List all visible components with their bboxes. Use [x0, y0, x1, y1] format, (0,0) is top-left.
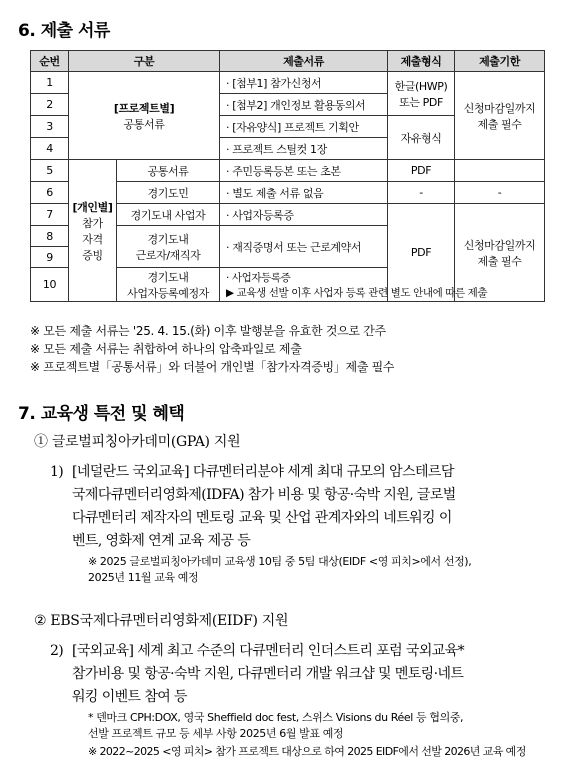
item-body	[72, 640, 464, 709]
sub-planned-line1: 경기도내	[147, 270, 189, 284]
table-row	[31, 72, 545, 94]
row-document: · 프로젝트 스틸컷 1장	[220, 138, 388, 160]
row-no: 1	[31, 72, 69, 94]
row-format: PDF	[388, 160, 455, 182]
sub-worker	[117, 226, 220, 268]
row-deadline: -	[455, 182, 545, 204]
row-subcategory: 경기도내 사업자	[117, 204, 220, 226]
row-document: · [첨부2] 개인정보 활용동의서	[220, 94, 388, 116]
item-line: 국제다큐멘터리영화제(IDFA) 참가 비용 및 항공·숙박 지원, 글로벌	[72, 487, 456, 503]
planned-doc: · 사업자등록증	[226, 271, 291, 284]
section-6-title: 6. 제출 서류	[18, 21, 110, 41]
row-no: 7	[31, 204, 69, 226]
group-project-label: [프로젝트별]	[113, 101, 175, 115]
format-hwp-line1: 한글(HWP)	[394, 79, 448, 93]
format-hwp	[388, 72, 455, 116]
note-item: ※ 2025 글로벌피칭아카데미 교육생 10팀 중 5팀 대상(EIDF <영 피치>에서 선정),	[88, 555, 472, 568]
header-deadline: 제출기한	[455, 51, 545, 72]
format-hwp-line2: 또는 PDF	[399, 95, 443, 109]
doc-worker: · 재직증명서 또는 근로계약서	[220, 226, 388, 268]
row-no: 2	[31, 94, 69, 116]
header-format: 제출형식	[388, 51, 455, 72]
benefit-1-heading: ① 글로벌피칭아카데미(GPA) 지원	[34, 434, 241, 450]
format-pdf-merged: PDF	[388, 204, 455, 302]
benefit-2-final-note: ※ 2022~2025 <영 피치> 참가 프로젝트 대상으로 하여 2025 EIDF에서 선발 2026년 교육 예정	[88, 745, 526, 758]
row-no: 5	[31, 160, 69, 182]
format-free: 자유형식	[388, 116, 455, 160]
deadline-project	[455, 72, 545, 160]
group-individual	[69, 160, 117, 302]
row-document: · [자유양식] 프로젝트 기획안	[220, 116, 388, 138]
item-number: 1)	[50, 464, 64, 480]
header-document: 제출서류	[220, 51, 388, 72]
note-item: ※ 프로젝트별「공통서류」와 더불어 개인별「참가자격증빙」제출 필수	[30, 360, 395, 374]
item-line: [네덜란드 국외교육] 다큐멘터리분야 세계 최대 규모의 암스테르담	[72, 464, 454, 480]
table-header-row	[31, 51, 545, 72]
row-no: 9	[31, 247, 69, 268]
row-document: · [첨부1] 참가신청서	[220, 72, 388, 94]
item-line: 참가비용 및 항공·숙박 지원, 다큐멘터리 개발 워크샵 및 멘토링·네트	[72, 666, 464, 682]
sub-worker-line2: 근로자/재직자	[135, 248, 201, 262]
benefit-2-heading: ② EBS국제다큐멘터리영화제(EIDF) 지원	[34, 613, 289, 629]
item-line: 워킹 이벤트 참여 등	[72, 689, 187, 705]
group-individual-label: [개인별]	[72, 200, 113, 214]
row-no: 10	[31, 268, 69, 302]
deadline2-line1: 신청마감일까지	[463, 238, 536, 252]
row-no: 8	[31, 226, 69, 247]
group-individual-word3: 증빙	[82, 248, 103, 262]
group-project-common	[69, 72, 220, 160]
item-line: [국외교육] 세계 최고 수준의 다큐멘터리 인더스트리 포럼 국외교육*	[72, 643, 465, 659]
header-category: 구분	[69, 51, 220, 72]
sub-planned	[117, 268, 220, 302]
table-row	[31, 160, 545, 182]
row-document: · 주민등록등본 또는 초본	[220, 160, 388, 182]
row-subcategory: 공통서류	[117, 160, 220, 182]
deadline2-line2: 제출 필수	[477, 254, 522, 268]
group-individual-word2: 자격	[82, 232, 103, 246]
note-item: 선발 프로젝트 규모 등 세부 사항 2025년 6월 발표 예정	[88, 727, 344, 740]
row-format: -	[388, 182, 455, 204]
row-no: 3	[31, 116, 69, 138]
submission-documents-table	[30, 50, 545, 302]
note-item: ※ 모든 제출 서류는 '25. 4. 15.(화) 이후 발행분을 유효한 것으로 간주	[30, 324, 386, 338]
note-item: 2025년 11월 교육 예정	[88, 571, 199, 584]
group-individual-word1: 참가	[82, 216, 103, 230]
benefit-1-notes	[88, 554, 471, 586]
item-body	[72, 461, 456, 553]
planned-doc-note: ▶ 교육생 선발 이후 사업자 등록 관련 별도 안내에 따른 제출	[226, 286, 488, 299]
row-document: · 별도 제출 서류 없음	[220, 182, 388, 204]
header-no: 순번	[31, 51, 69, 72]
group-project-sublabel: 공통서류	[123, 117, 165, 131]
item-line: 벤트, 영화제 연계 교육 제공 등	[72, 533, 251, 549]
row-deadline-empty	[455, 160, 545, 182]
row-subcategory: 경기도민	[117, 182, 220, 204]
section-7-title: 7. 교육생 특전 및 혜택	[18, 404, 185, 424]
note-item: ※ 모든 제출 서류는 취합하여 하나의 압축파일로 제출	[30, 342, 302, 356]
sub-worker-line1: 경기도내	[147, 232, 189, 246]
benefit-2-notes	[88, 710, 463, 742]
row-no: 4	[31, 138, 69, 160]
deadline-line1: 신청마감일까지	[463, 101, 536, 115]
row-no: 6	[31, 182, 69, 204]
submission-notes	[30, 322, 394, 376]
row-document-planned	[220, 268, 545, 302]
row-document: · 사업자등록증	[220, 204, 388, 226]
deadline-line2: 제출 필수	[477, 117, 522, 131]
note-item: * 덴마크 CPH:DOX, 영국 Sheffield doc fest, 스위스 Visions du Réel 등 협의중,	[88, 711, 464, 724]
item-number: 2)	[50, 643, 64, 659]
item-line: 다큐멘터리 제작자의 멘토링 교육 및 산업 관계자와의 네트워킹 이	[72, 510, 452, 526]
sub-planned-line2: 사업자등록예정자	[127, 286, 209, 300]
